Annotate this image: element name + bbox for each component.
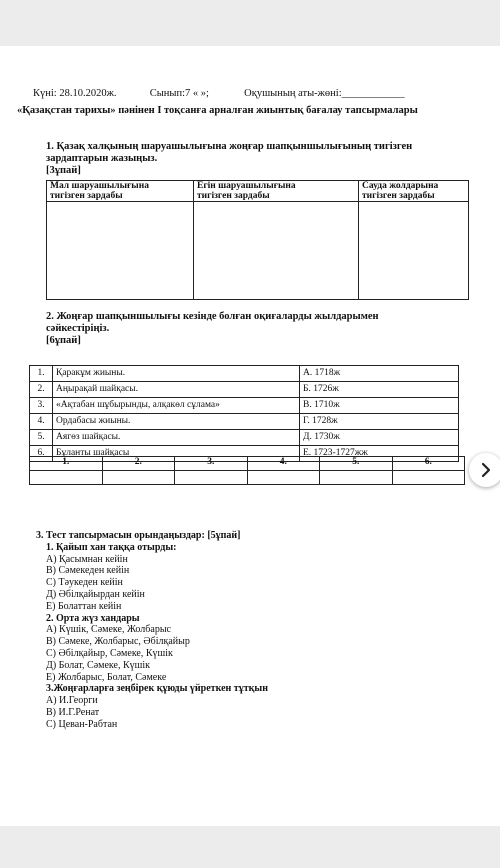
- task2-event: Аягөз шайқасы.: [53, 430, 300, 446]
- answer-cell[interactable]: [30, 471, 103, 485]
- answer-cell[interactable]: [392, 471, 465, 485]
- answer-cell[interactable]: [247, 471, 320, 485]
- answer-column-header: 3.: [175, 457, 248, 471]
- task1-table: [46, 180, 469, 300]
- answer-column-header: 5.: [320, 457, 393, 471]
- task2-year: В. 1710ж: [300, 398, 459, 414]
- task2-event: Қаракұм жиыны.: [53, 366, 300, 382]
- task3-heading: 3. Тест тапсырмасын орындаңыздар: [5ұпай]: [36, 530, 241, 541]
- task2-answer-table: [29, 456, 465, 485]
- page-title: «Қазақстан тарихы» пәнінен І тоқсанға арналған жиынтық бағалау тапсырмалары: [17, 105, 418, 116]
- task2-table: [29, 365, 459, 462]
- task2-points: [6ұпай]: [46, 335, 81, 346]
- answer-column-header: 2.: [102, 457, 175, 471]
- test-question: 2. Орта жүз хандары: [46, 612, 140, 624]
- next-page-button[interactable]: [469, 453, 500, 487]
- task1-col-agriculture: Егін шаруашылығына тигізген зардабы: [194, 181, 359, 202]
- answer-column-header: 4.: [247, 457, 320, 471]
- task1-col-trade: Сауда жолдарына тигізген зардабы: [359, 181, 469, 202]
- chevron-right-icon: [478, 462, 494, 478]
- student-name-text: Оқушының аты-жөні:____________: [244, 88, 405, 99]
- test-option[interactable]: Е) Болаттан кейін: [46, 600, 122, 612]
- task2-row: [30, 430, 459, 446]
- test-question: 1. Қайып хан таққа отырды:: [46, 541, 177, 553]
- test-option[interactable]: В) И.Г.Ренат: [46, 706, 100, 718]
- test-option[interactable]: А) Қасымнан кейін: [46, 553, 128, 565]
- task2-heading-line2: сәйкестіріңіз.: [46, 323, 110, 334]
- test-option[interactable]: С) Әбілқайыр, Сәмеке, Күшік: [46, 647, 173, 659]
- answer-cell[interactable]: [175, 471, 248, 485]
- task2-event: «Ақтабан шұбырынды, алқакөл сұлама»: [53, 398, 300, 414]
- task2-row-number: 3.: [30, 398, 53, 414]
- task2-row-number: 4.: [30, 414, 53, 430]
- task2-row: [30, 366, 459, 382]
- task1-answer-cell[interactable]: [47, 202, 194, 300]
- test-option[interactable]: Д) Болат, Сәмеке, Күшік: [46, 659, 150, 671]
- task1-col-livestock: Мал шаруашылығына тигізген зардабы: [47, 181, 194, 202]
- task2-year: Б. 1726ж: [300, 382, 459, 398]
- answer-column-header: 1.: [30, 457, 103, 471]
- test-option[interactable]: С) Цеван-Рабтан: [46, 718, 118, 730]
- task2-event: Аңырақай шайқасы.: [53, 382, 300, 398]
- header-line: [33, 88, 405, 99]
- task2-row-number: 2.: [30, 382, 53, 398]
- task3: [36, 530, 268, 731]
- task2-row-number: 6.: [30, 446, 53, 462]
- answer-cell[interactable]: [320, 471, 393, 485]
- task1-points: [3ұпай]: [46, 165, 81, 176]
- task2-year: Е. 1723-1727жж: [300, 446, 459, 462]
- answer-cell[interactable]: [102, 471, 175, 485]
- date-text: Күні: 28.10.2020ж.: [33, 88, 117, 99]
- task1-heading-line1: 1. Қазақ халқының шаруашылығына жоңғар шапқыншылығының тигізген: [46, 141, 413, 152]
- task2-event: Ордабасы жиыны.: [53, 414, 300, 430]
- task2-row: [30, 398, 459, 414]
- task1-heading-line2: зардаптарын жазыңыз.: [46, 153, 158, 164]
- bottom-bar: [0, 826, 500, 868]
- test-question: 3.Жоңғарларға зеңбірек құюды үйреткен тұтқын: [46, 683, 268, 695]
- test-option[interactable]: Д) Әбілқайырдан кейін: [46, 588, 145, 600]
- test-option[interactable]: В) Сәмеке, Жолбарыс, Әбілқайыр: [46, 636, 190, 648]
- task2-event: Бұланты шайқасы: [53, 446, 300, 462]
- test-option[interactable]: Е) Жолбарыс, Болат, Сәмеке: [46, 671, 167, 683]
- task1-answer-cell[interactable]: [194, 202, 359, 300]
- test-option[interactable]: В) Сәмекеден кейін: [46, 565, 130, 577]
- test-option[interactable]: А) И.Георги: [46, 695, 98, 707]
- task2-year: Г. 1728ж: [300, 414, 459, 430]
- test-option[interactable]: А) Күшік, Сәмеке, Жолбарыс: [46, 624, 171, 636]
- task2-heading: [46, 311, 379, 347]
- task2-row-number: 5.: [30, 430, 53, 446]
- test-option[interactable]: С) Тәукеден кейін: [46, 577, 123, 589]
- task2-row: [30, 414, 459, 430]
- answer-column-header: 6.: [392, 457, 465, 471]
- task1-heading: [46, 141, 412, 177]
- top-bar: [0, 0, 500, 46]
- task2-year: Д. 1730ж: [300, 430, 459, 446]
- class-text: Сынып:7 « »;: [149, 88, 209, 99]
- task1-answer-cell[interactable]: [359, 202, 469, 300]
- task2-row: [30, 382, 459, 398]
- task2-year: А. 1718ж: [300, 366, 459, 382]
- task2-row-number: 1.: [30, 366, 53, 382]
- task2-heading-line1: 2. Жоңғар шапқыншылығы кезінде болған оқиғаларды жылдарымен: [46, 311, 379, 322]
